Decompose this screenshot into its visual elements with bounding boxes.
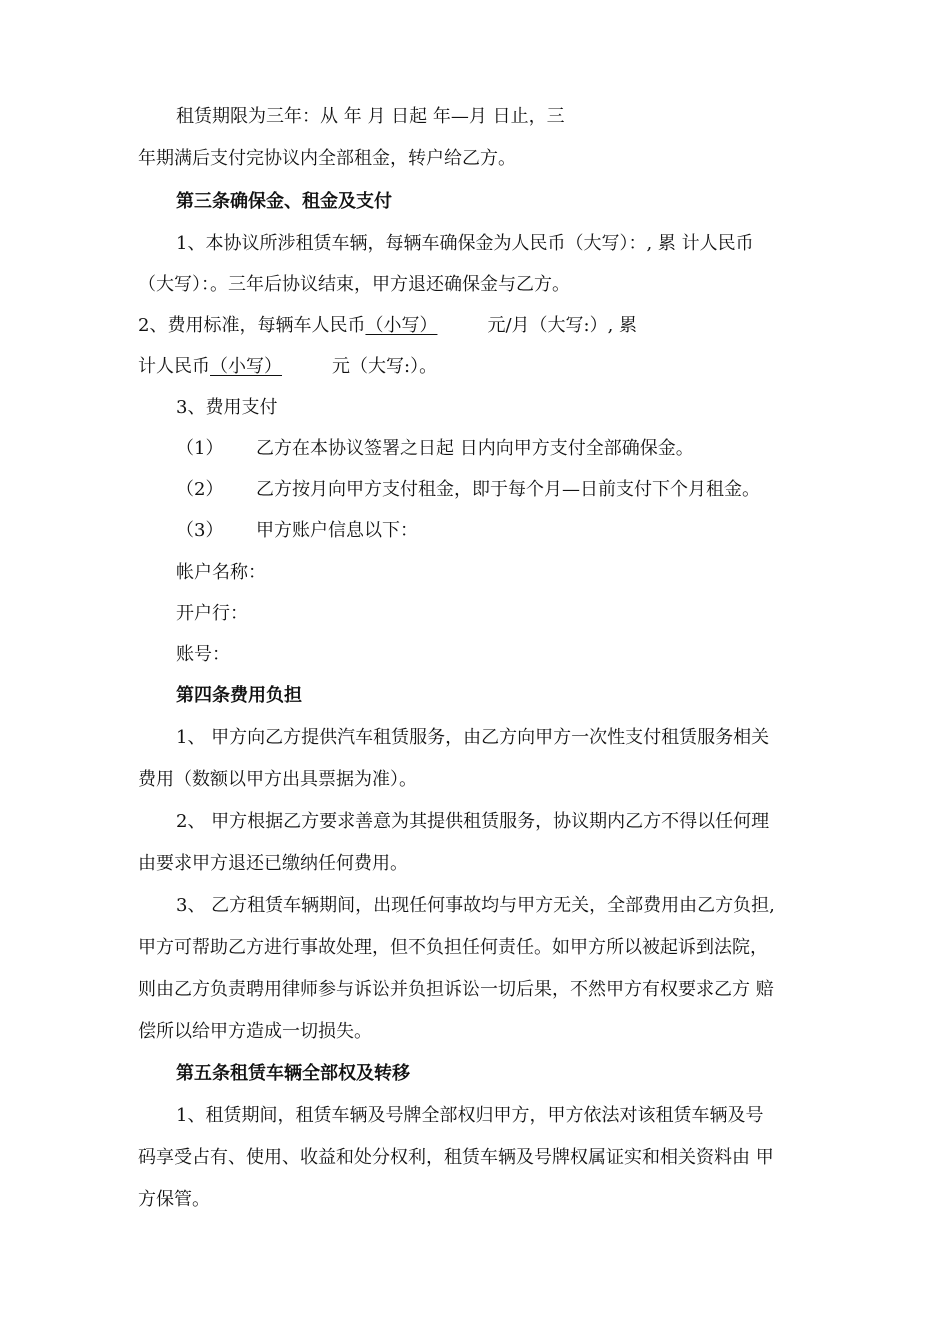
list-item-number: （2） xyxy=(176,479,224,500)
account-number-label: 账号： xyxy=(176,644,230,665)
paragraph-line: 费用（数额以甲方出具票据为准）。 xyxy=(138,769,417,790)
paragraph-line xyxy=(138,355,437,379)
list-item-text: 乙方在本协议签署之日起 日内向甲方支付全部确保金。 xyxy=(256,438,694,459)
paragraph-line: 2、 甲方根据乙方要求善意为其提供租赁服务，协议期内乙方不得以任何理 xyxy=(176,811,770,832)
list-item-text: 甲方账户信息以下： xyxy=(256,520,418,541)
paragraph-line: 则由乙方负责聘用律师参与诉讼并负担诉讼一切后果，不然甲方有权要求乙方 赔 xyxy=(138,979,774,1000)
list-item-number: （3） xyxy=(176,520,224,541)
paragraph-line: 偿所以给甲方造成一切损失。 xyxy=(138,1021,372,1042)
paragraph-line: 方保管。 xyxy=(138,1189,210,1210)
blank-field-lowercase: （小写） xyxy=(210,356,282,377)
paragraph-line: 码享受占有、使用、收益和处分权利，租赁车辆及号牌权属证实和相关资料由 甲 xyxy=(138,1147,774,1168)
list-item-text: 乙方按月向甲方支付租金，即于每个月—日前支付下个月租金。 xyxy=(256,479,760,500)
paragraph-line xyxy=(138,314,637,338)
paragraph-line: 1、本协议所涉租赁车辆，每辆车确保金为人民币（大写）：, 累 计人民币 xyxy=(176,233,754,254)
paragraph-line: （大写）：。三年后协议结束，甲方退还确保金与乙方。 xyxy=(138,274,570,295)
paragraph-line: 年期满后支付完协议内全部租金，转户给乙方。 xyxy=(138,148,516,169)
bank-label: 开户行： xyxy=(176,603,248,624)
paragraph-line: 1、租赁期间，租赁车辆及号牌全部权归甲方，甲方依法对该租赁车辆及号 xyxy=(176,1105,764,1126)
section-heading-4: 第四条费用负担 xyxy=(176,685,302,706)
section-heading-5: 第五条租赁车辆全部权及转移 xyxy=(176,1063,410,1084)
fee-standard-text: 元/月（大写:）, 累 xyxy=(487,315,638,336)
paragraph-line: 3、 乙方租赁车辆期间，出现任何事故均与甲方无关，全部费用由乙方负担, xyxy=(176,895,775,916)
paragraph-line: 由要求甲方退还已缴纳任何费用。 xyxy=(138,853,408,874)
total-text: 元（大写:）。 xyxy=(332,356,438,377)
list-item-number: （1） xyxy=(176,438,224,459)
blank-field-lowercase: （小写） xyxy=(365,315,438,336)
section-heading-3: 第三条确保金、租金及支付 xyxy=(176,191,392,212)
paragraph-line: 3、费用支付 xyxy=(176,397,278,418)
paragraph-line: 租赁期限为三年：从 年 月 日起 年—月 日止，三 xyxy=(176,106,565,127)
total-text: 计人民币 xyxy=(138,356,210,377)
paragraph-line: 1、 甲方向乙方提供汽车租赁服务，由乙方向甲方一次性支付租赁服务相关 xyxy=(176,727,770,748)
paragraph-line: 甲方可帮助乙方进行事故处理，但不负担任何责任。如甲方所以被起诉到法院， xyxy=(138,937,768,958)
fee-standard-text: 2、费用标准，每辆车人民币 xyxy=(138,315,366,336)
account-name-label: 帐户名称： xyxy=(176,562,266,583)
